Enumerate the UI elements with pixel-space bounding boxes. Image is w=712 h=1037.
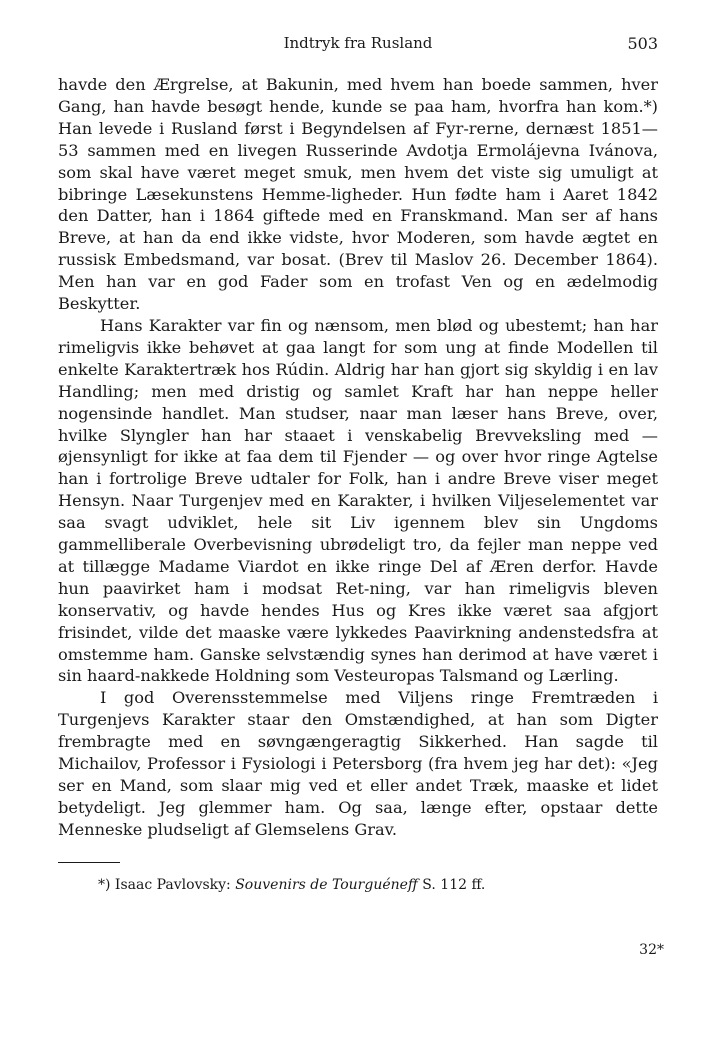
paragraph-2: Hans Karakter var fin og nænsom, men blød og ubestemt; han har rimeligvis ikke behøvet at gaa langt for som ung at finde Modellen til enkelte Karaktertræk hos Rúdin. Aldrig har han gjort sig skyldig i en lav Handling; men med dristig og samlet Kraft har han neppe heller nogensinde handlet. Man studser, naar man læser hans Breve, over, hvilke Slyngler han har staaet i venskabelig Brevveksling med — øjensynligt for ikke at faa dem til Fjender — og over hvor ringe Agtelse han i fortrolige Breve udtaler for Folk, han i andre Breve viser meget Hensyn. Naar Turgenjev med en Karakter, i hvilken Viljeselementet var saa svagt udviklet, hele sit Liv igennem blev sin Ungdoms gammelliberale Overbevisning ubrødeligt tro, da fejler man neppe ved at tillægge Madame Viardot en ikke ringe Del af Æren derfor. Havde hun paavirket ham i modsat Ret-ning, var han rimeligvis bleven konservativ, og havde hendes Hus og Kres ikke været saa afgjort frisindet, vilde det maaske være lykkedes Paavirkning andenstedsfra at omstemme ham. Ganske selvstændig synes han derimod at have været i sin haard-nakkede Holdning som Vesteuropas Talsmand og Lærling. (58, 315, 658, 686)
paragraph-1: havde den Ærgrelse, at Bakunin, med hvem han boede sammen, hver Gang, han havde besøgt hende, kunde se paa ham, hvorfra han kom.*) Han levede i Rusland først i Begyndelsen af Fyr-rerne, dernæst 1851—53 sammen med en livegen Russerinde Avdotja Ermolájevna Ivánova, som skal have været meget smuk, men hvem det viste sig umuligt at bibringe Læsekunstens Hemme-ligheder. Hun fødte ham i Aaret 1842 den Datter, han i 1864 giftede med en Franskmand. Man ser af hans Breve, at han da end ikke vidste, hvor Moderen, som havde ægtet en russisk Embedsmand, var bosat. (Brev til Maslov 26. December 1864). Men han var en god Fader som en trofast Ven og en ædelmodig Beskytter. (58, 75, 658, 314)
footnote-divider (58, 862, 120, 863)
footnote-rest: S. 112 ff. (417, 876, 486, 893)
footnote (58, 876, 658, 894)
signature-mark: 32* (639, 942, 664, 958)
book-page (58, 30, 658, 894)
footnote-title: Souvenirs de Tourguéneff (235, 876, 418, 893)
running-title: Indtryk fra Rusland (283, 34, 433, 52)
body-text (58, 74, 658, 841)
footnote-marker: *) Isaac Pavlovsky: (98, 876, 236, 893)
running-head (58, 30, 658, 58)
paragraph-3: I god Overensstemmelse med Viljens ringe Fremtræden i Turgenjevs Karakter staar den Omstændighed, at han som Digter frembragte med en søvngængeragtig Sikkerhed. Han sagde til Michailov, Professor i Fysiologi i Petersborg (fra hvem jeg har det): «Jeg ser en Mand, som slaar mig ved et eller andet Træk, maaske et lidet betydeligt. Jeg glemmer ham. Og saa, længe efter, opstaar dette Menneske pludseligt af Glemselens Grav. (58, 688, 658, 839)
page-number: 503 (627, 34, 658, 53)
